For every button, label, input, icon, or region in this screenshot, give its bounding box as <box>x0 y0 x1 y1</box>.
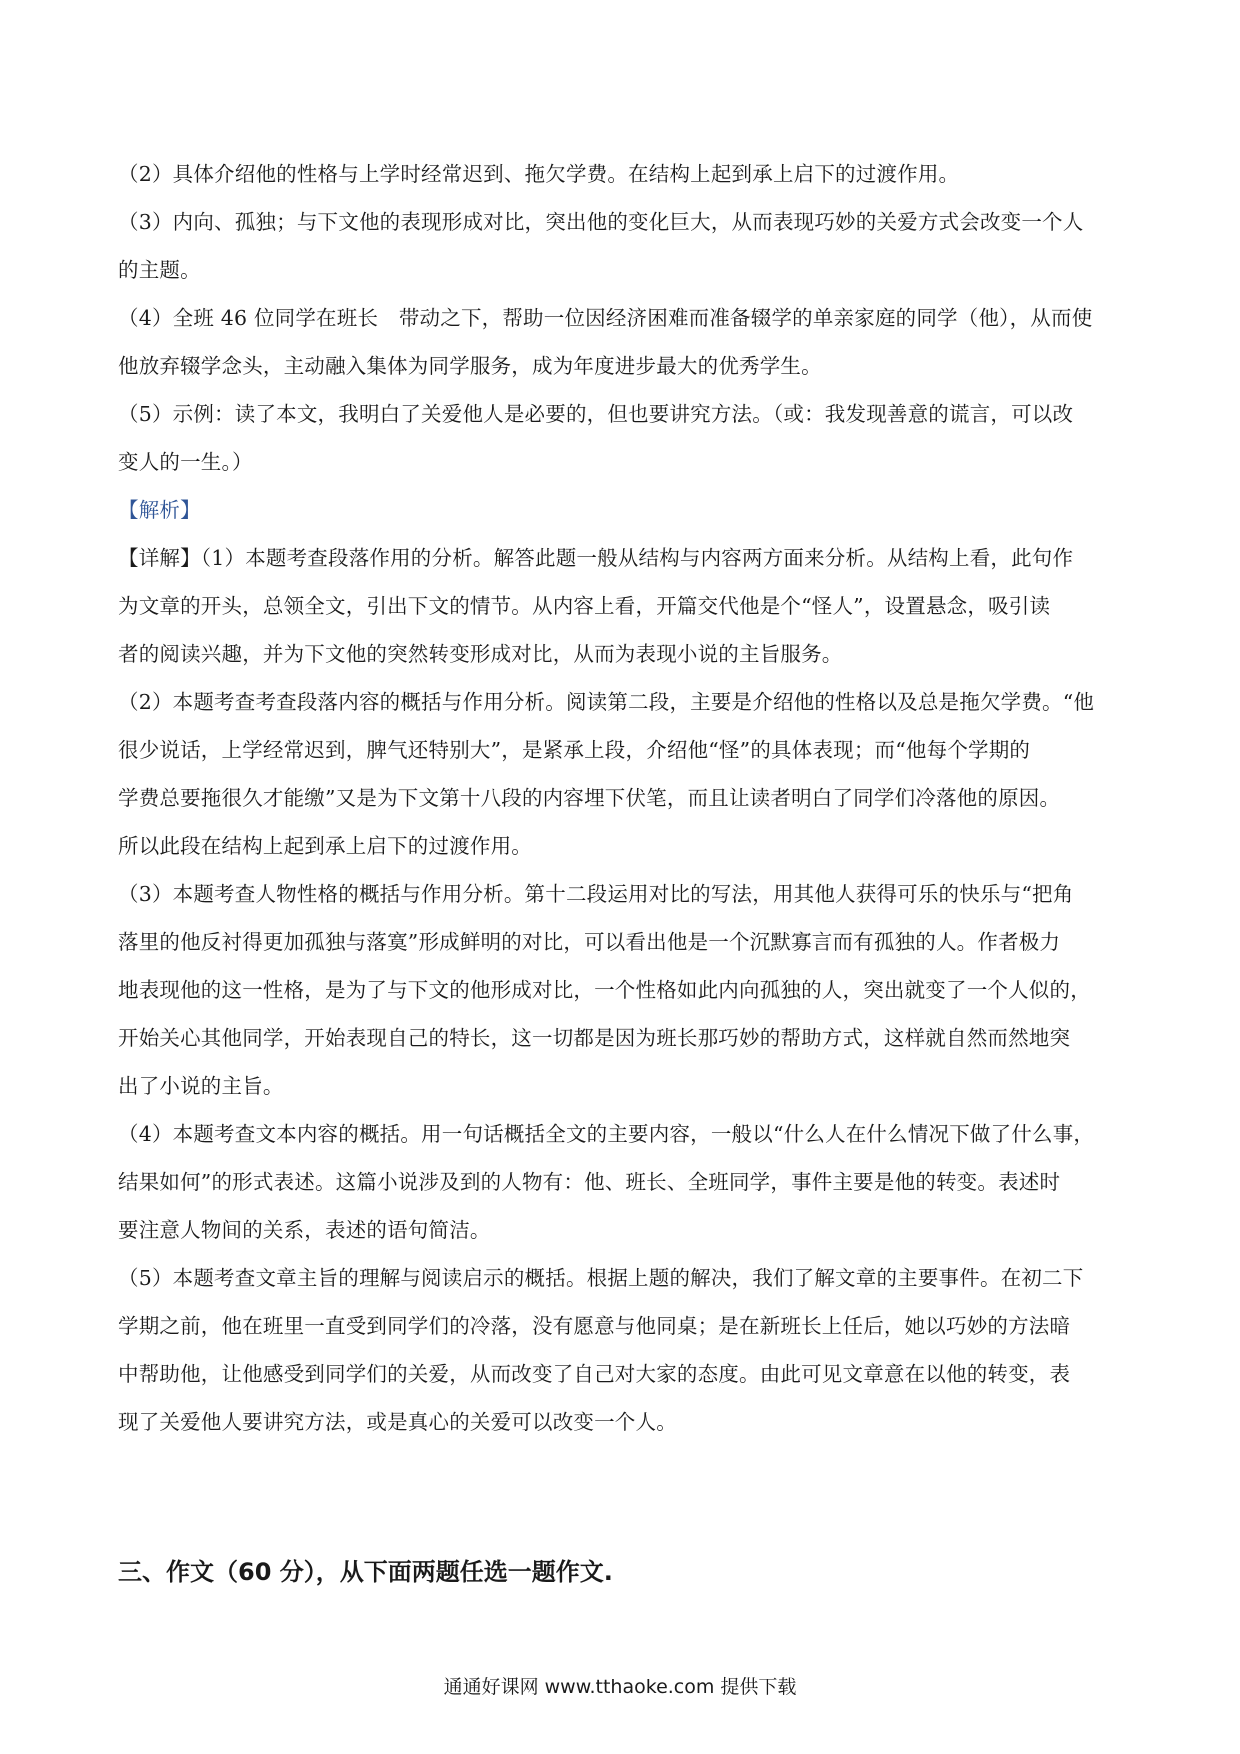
answer-5-line-2: 变人的一生。） <box>118 450 253 474</box>
document-body <box>118 150 1128 1446</box>
analysis-4-line-3: 要注意人物间的关系，表述的语句简洁。 <box>118 1218 491 1242</box>
analysis-2-line-3: 学费总要拖很久才能缴”又是为下文第十八段的内容埋下伏笔，而且让读者明白了同学们冷落他的原因。 <box>118 786 1061 810</box>
analysis-2-line-4: 所以此段在结构上起到承上启下的过渡作用。 <box>118 834 532 858</box>
section-heading: 三、作文（60 分），从下面两题任选一题作文. <box>118 1558 613 1586</box>
analysis-3-line-1: （3）本题考查人物性格的概括与作用分析。第十二段运用对比的写法，用其他人获得可乐的快乐与“把角 <box>118 882 1074 906</box>
analysis-1-line-3: 者的阅读兴趣，并为下文他的突然转变形成对比，从而为表现小说的主旨服务。 <box>118 642 843 666</box>
answer-4-line-1: （4）全班 46 位同学在班长 带动之下，帮助一位因经济困难而准备辍学的单亲家庭的同学（他），从而使 <box>118 306 1093 330</box>
page-footer: 通通好课网 www.tthaoke.com 提供下载 <box>443 1676 797 1698</box>
analysis-1-line-1: 【详解】（1）本题考查段落作用的分析。解答此题一般从结构与内容两方面来分析。从结构上看，此句作 <box>118 546 1074 570</box>
answer-3-line-2: 的主题。 <box>118 258 201 282</box>
analysis-2-line-1: （2）本题考查考查段落内容的概括与作用分析。阅读第二段，主要是介绍他的性格以及总是拖欠学费。“他 <box>118 690 1095 714</box>
analysis-tag: 【解析】 <box>118 498 201 522</box>
analysis-5-line-3: 中帮助他，让他感受到同学们的关爱，从而改变了自己对大家的态度。由此可见文章意在以他的转变，表 <box>118 1362 1071 1386</box>
analysis-5-line-4: 现了关爱他人要讲究方法，或是真心的关爱可以改变一个人。 <box>118 1410 677 1434</box>
answer-4-line-2: 他放弃辍学念头，主动融入集体为同学服务，成为年度进步最大的优秀学生。 <box>118 354 822 378</box>
analysis-3-line-3: 地表现他的这一性格，是为了与下文的他形成对比，一个性格如此内向孤独的人，突出就变了一个人似的， <box>118 978 1091 1002</box>
analysis-3-line-4: 开始关心其他同学，开始表现自己的特长，这一切都是因为班长那巧妙的帮助方式，这样就自然而然地突 <box>118 1026 1071 1050</box>
analysis-2-line-2: 很少说话，上学经常迟到，脾气还特别大”，是紧承上段，介绍他“怪”的具体表现；而“他每个学期的 <box>118 738 1031 762</box>
answer-3-line-1: （3）内向、孤独；与下文他的表现形成对比，突出他的变化巨大，从而表现巧妙的关爱方式会改变一个人 <box>118 210 1084 234</box>
analysis-5-line-2: 学期之前，他在班里一直受到同学们的冷落，没有愿意与他同桌；是在新班长上任后，她以巧妙的方法暗 <box>118 1314 1071 1338</box>
analysis-4-line-2: 结果如何”的形式表述。这篇小说涉及到的人物有：他、班长、全班同学，事件主要是他的转变。表述时 <box>118 1170 1061 1194</box>
analysis-3-line-2: 落里的他反衬得更加孤独与落寞”形成鲜明的对比，可以看出他是一个沉默寡言而有孤独的人。作者极力 <box>118 930 1061 954</box>
analysis-3-line-5: 出了小说的主旨。 <box>118 1074 284 1098</box>
analysis-1-line-2: 为文章的开头，总领全文，引出下文的情节。从内容上看，开篇交代他是个“怪人”，设置悬念，吸引读 <box>118 594 1051 618</box>
analysis-5-line-1: （5）本题考查文章主旨的理解与阅读启示的概括。根据上题的解决，我们了解文章的主要事件。在初二下 <box>118 1266 1084 1290</box>
answer-5-line-1: （5）示例：读了本文，我明白了关爱他人是必要的，但也要讲究方法。（或：我发现善意的谎言，可以改 <box>118 402 1074 426</box>
analysis-4-line-1: （4）本题考查文本内容的概括。用一句话概括全文的主要内容，一般以“什么人在什么情况下做了什么事， <box>118 1122 1095 1146</box>
answer-2: （2）具体介绍他的性格与上学时经常迟到、拖欠学费。在结构上起到承上启下的过渡作用。 <box>118 162 960 186</box>
